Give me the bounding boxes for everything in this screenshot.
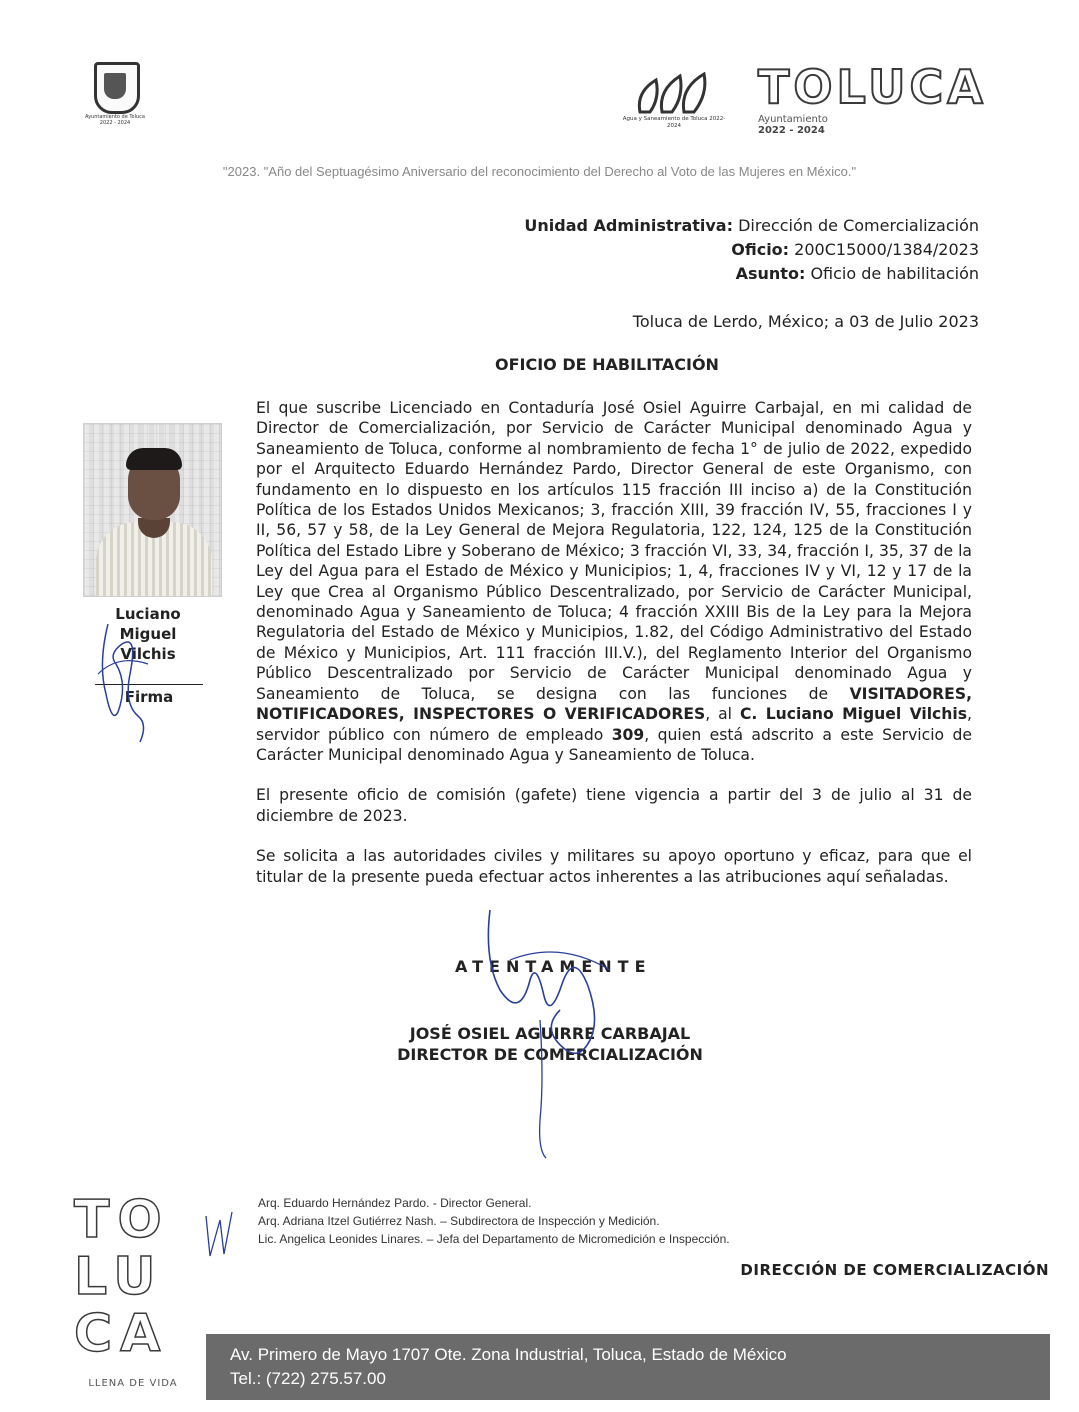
address-line: Av. Primero de Mayo 1707 Ote. Zona Industrial, Toluca, Estado de México bbox=[230, 1345, 787, 1364]
employee-signature-icon bbox=[78, 604, 168, 744]
employee-name-line: Miguel bbox=[119, 625, 177, 643]
signer-name: JOSÉ OSIEL AGUIRRE CARBAJAL bbox=[409, 1024, 691, 1043]
water-drops-icon bbox=[634, 72, 714, 116]
meta-asunto bbox=[524, 262, 979, 286]
document-title: OFICIO DE HABILITACIÓN bbox=[495, 355, 719, 374]
brand-period: 2022 - 2024 bbox=[758, 125, 825, 136]
meta-oficio bbox=[524, 238, 979, 262]
employee-name-line: Vilchis bbox=[120, 645, 176, 663]
toluca-wordmark: TOLUCA bbox=[758, 60, 987, 114]
closing-salutation: ATENTAMENTE bbox=[455, 957, 652, 976]
body-text: , al bbox=[705, 705, 740, 724]
meta-asunto-label: Asunto: bbox=[735, 264, 806, 283]
brand-ayuntamiento: Ayuntamiento bbox=[758, 114, 828, 125]
body-paragraph: Se solicita a las autoridades civiles y militares su apoyo oportuno y eficaz, para que el titular de la presente pueda efectuar actos inherentes a las atribuciones aquí señaladas. bbox=[256, 847, 972, 886]
initials-mark-icon bbox=[198, 1206, 238, 1266]
signature-label: Firma bbox=[124, 688, 174, 706]
toluca-brand bbox=[758, 60, 988, 144]
cc-list bbox=[258, 1194, 730, 1248]
document-body bbox=[256, 398, 972, 907]
meta-asunto-value: Oficio de habilitación bbox=[810, 264, 979, 283]
cc-item: Lic. Angelica Leonides Linares. – Jefa del Departamento de Micromedición e Inspección. bbox=[258, 1232, 730, 1246]
body-bold-text: 309 bbox=[611, 725, 645, 744]
year-motto: "2023. "Año del Septuagésimo Aniversario del reconocimiento del Derecho al Voto de las Mujeres en México." bbox=[222, 164, 857, 179]
employee-photo bbox=[83, 423, 222, 597]
employee-name-line: Luciano bbox=[115, 605, 181, 623]
body-bold-text: VISITADORES, NOTIFICADORES, INSPECTORES O VERIFICADORES bbox=[256, 684, 972, 724]
crest-emblem-icon bbox=[94, 62, 140, 114]
footer-logo-line: LU bbox=[74, 1247, 164, 1307]
footer-logo-line: TO bbox=[74, 1190, 170, 1250]
meta-unidad-value: Dirección de Comercialización bbox=[738, 216, 979, 235]
document-meta bbox=[524, 214, 979, 286]
agua-caption: Agua y Saneamiento de Toluca 2022-2024 bbox=[622, 116, 726, 129]
crest-caption: Ayuntamiento de Toluca 2022 - 2024 bbox=[85, 114, 145, 126]
meta-oficio-label: Oficio: bbox=[731, 240, 790, 259]
body-text: , quien está adscrito a este Servicio de Carácter Municipal denominado Agua y Saneamiento de Toluca. bbox=[256, 725, 972, 764]
footer-logo-line: CA bbox=[74, 1304, 169, 1364]
body-bold-text: C. Luciano Miguel Vilchis bbox=[739, 705, 968, 724]
address-bar bbox=[206, 1334, 1050, 1400]
crest-logo bbox=[80, 58, 150, 142]
agua-logo bbox=[618, 72, 730, 142]
body-text: , servidor público con número de empleado bbox=[256, 705, 973, 744]
meta-unidad-label: Unidad Administrativa: bbox=[524, 216, 733, 235]
body-text: El que suscribe Licenciado en Contaduría José Osiel Aguirre Carbajal, en mi calidad de Director de Comercialización, por Servicio de Carácter Municipal denominado Agua y Saneamiento de Toluca, conforme al nombramiento de fecha 1° de julio de 2022, expedido por el Arquitecto Eduardo Hernández Pardo, Director General de este Organismo, con fundamento en lo dispuesto en los artículos 115 fracción III inciso a) de la Constitución Política de los Estados Unidos Mexicanos; 3, fracción XIII, 39 fracción IV, 55, fracciones I y II, 56, 57 y 58, de la Ley General de Mejora Regulatoria, 122, 124, 125 de la Constitución Política del Estado Libre y Soberano de México; 3 fracción VI, 33, 34, fracción I, 35, 37 de la Ley del Agua para el Estado de México y Municipios; 1, 4, fracciones IV y VI, 12 y 17 de la Ley que Crea al Organismo Público Descentralizado, por Servicio de Carácter Municipal, denominado Agua y Saneamiento de Toluca; 4 fracción XXIII Bis de la Ley para la Mejora Regulatoria del Estado de México y Municipios, 1.82, del Código Administrativo del Estado de México y Municipios, Art. 111 fracción III.V.), del Reglamento Interior del Organismo Público Descentralizado por Servicio de Carácter Municipal denominado Agua y Saneamiento de Toluca, se designa con las funciones de bbox=[256, 399, 972, 703]
signer-title: DIRECTOR DE COMERCIALIZACIÓN bbox=[397, 1045, 703, 1064]
body-paragraph: El presente oficio de comisión (gafete) tiene vigencia a partir del 3 de julio al 31 de diciembre de 2023. bbox=[256, 786, 972, 825]
body-paragraph bbox=[256, 398, 972, 765]
meta-unidad bbox=[524, 214, 979, 238]
toluca-footer-logo bbox=[74, 1192, 192, 1402]
meta-oficio-value: 200C15000/1384/2023 bbox=[794, 240, 979, 259]
phone-line: Tel.: (722) 275.57.00 bbox=[230, 1369, 386, 1388]
cc-item: Arq. Adriana Itzel Gutiérrez Nash. – Subdirectora de Inspección y Medición. bbox=[258, 1214, 660, 1228]
director-signature-icon bbox=[470, 900, 630, 1160]
footer-department: DIRECCIÓN DE COMERCIALIZACIÓN bbox=[740, 1261, 1049, 1279]
place-date: Toluca de Lerdo, México; a 03 de Julio 2023 bbox=[632, 312, 979, 331]
cc-item: Arq. Eduardo Hernández Pardo. - Director General. bbox=[258, 1196, 532, 1210]
footer-tagline: LLENA DE VIDA bbox=[88, 1378, 178, 1389]
